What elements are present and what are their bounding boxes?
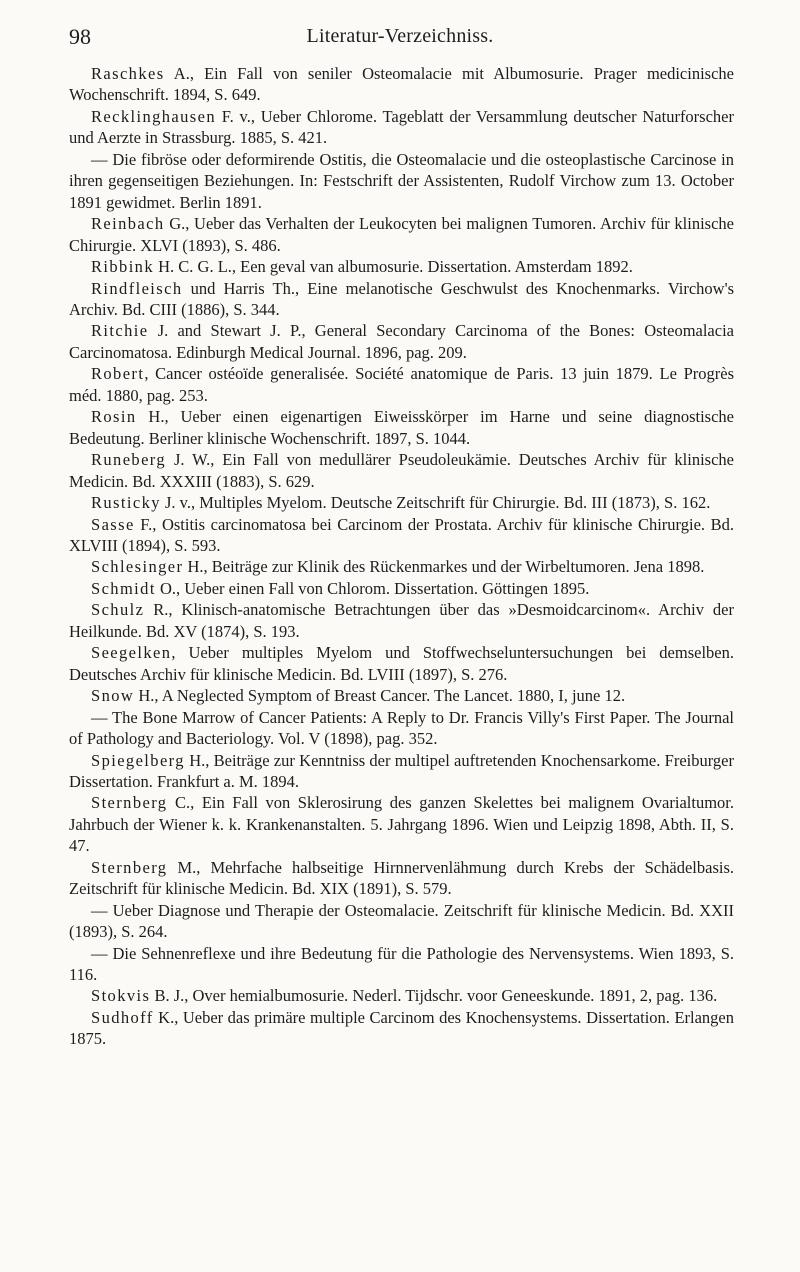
running-title: Literatur-Verzeichniss. [306,25,494,47]
entry-author: Robert [91,364,145,384]
entry-text: F., Ostitis carcinomatosa bei Carcinom der Prostata. Archiv für klinische Chirurgie. Bd. XLVIII (1894), S. 593. [69,514,734,555]
entry-text: A., Ein Fall von seniler Osteomalacie mit Albumosurie. Prager medicinische Wochenschrift. 1894, S. 649. [69,64,734,105]
entry-text: — The Bone Marrow of Cancer Patients: A Reply to Dr. Francis Villy's First Paper. The Journal of Pathology and Bacteriology. Vol. V (1898), pag. 352. [69,707,734,749]
bibliography-entry [69,578,734,599]
bibliography-entry [69,278,734,321]
bibliography-entry [69,63,734,106]
bibliography-entry [69,556,734,577]
entry-author: Rosin [91,407,137,427]
entry-text: O., Ueber einen Fall von Chlorom. Dissertation. Göttingen 1895. [155,578,590,598]
entry-author: Ritchie [91,321,149,341]
bibliography-entry [69,213,734,256]
page-number: 98 [69,24,91,49]
entry-text: F. v., Ueber Chlorome. Tageblatt der Versammlung deutscher Naturforscher und Aerzte in Strassburg. 1885, S. 421. [69,106,734,148]
bibliography-entry [69,792,734,856]
entry-author: Sasse [91,514,135,534]
entry-author: Schlesinger [91,557,184,577]
entry-text: R., Klinisch-anatomische Betrachtungen über das »Desmoidcarcinom«. Archiv der Heilkunde. Bd. XV (1874), S. 193. [69,600,734,641]
bibliography-entry [69,707,734,750]
bibliography-entry [69,642,734,685]
entry-text: H., Beiträge zur Kenntniss der multipel auftretenden Knochensarkome. Freiburger Dissertation. Frankfurt a. M. 1894. [69,750,734,791]
entry-author: Raschkes [91,64,165,83]
bibliography-entry [69,106,734,149]
bibliography-list [69,63,734,1050]
bibliography-entry [69,943,734,986]
entry-text: H., Ueber einen eigenartigen Eiweisskörper im Harne und seine diagnostische Bedeutung. Berliner klinische Wochenschrift. 1897, S. 1044. [69,407,734,448]
entry-text: J. and Stewart J. P., General Secondary Carcinoma of the Bones: Osteomalacia Carcinomatosa. Edinburgh Medical Journal. 1896, pag. 209. [69,321,734,362]
entry-text: H., A Neglected Symptom of Breast Cancer. The Lancet. 1880, I, june 12. [134,686,626,706]
entry-author: Snow [91,686,135,706]
entry-author: Rusticky [91,493,161,513]
entry-text: — Die fibröse oder deformirende Ostitis, die Osteomalacie und die osteoplastische Carcinose in ihren gegenseitigen Beziehungen. In: Festschrift der Assistenten, Rudolf Virchow zum 13. October 1891 gewidmet. Berlin 1891. [69,149,734,212]
entry-text: — Die Sehnenreflexe und ihre Bedeutung für die Pathologie des Nervensystems. Wien 1893, S. 116. [69,943,734,985]
entry-author: Spiegelberg [91,750,185,770]
entry-text: B. J., Over hemialbumosurie. Nederl. Tijdschr. voor Geneeskunde. 1891, 2, pag. 136. [150,986,718,1006]
entry-author: Recklinghausen [91,106,216,126]
bibliography-entry [69,320,734,363]
bibliography-entry [69,514,734,557]
entry-author: Schmidt [91,578,156,598]
bibliography-entry [69,985,734,1006]
entry-author: Sternberg [91,857,168,877]
entry-text: und Harris Th., Eine melanotische Geschwulst des Knochenmarks. Virchow's Archiv. Bd. CIII (1886), S. 344. [69,278,734,319]
bibliography-entry [69,1007,734,1050]
bibliography-entry [69,492,734,513]
entry-author: Stokvis [91,986,151,1006]
bibliography-entry [69,149,734,213]
entry-text: — Ueber Diagnose und Therapie der Osteomalacie. Zeitschrift für klinische Medicin. Bd. XXII (1893), S. 264. [69,900,734,942]
bibliography-entry [69,685,734,706]
bibliography-entry [69,900,734,943]
entry-text: K., Ueber das primäre multiple Carcinom des Knochensystems. Dissertation. Erlangen 1875. [69,1007,734,1049]
bibliography-entry [69,363,734,406]
entry-author: Sternberg [91,793,168,813]
bibliography-entry [69,406,734,449]
entry-text: M., Mehrfache halbseitige Hirnnervenlähmung durch Krebs der Schädelbasis. Zeitschrift für klinische Medicin. Bd. XIX (1891), S. 579. [69,857,734,899]
entry-text: , Ueber multiples Myelom und Stoffwechseluntersuchungen bei demselben. Deutsches Archiv für klinische Medicin. Bd. LVIII (1897), S. 276. [69,643,734,684]
entry-text: , Cancer ostéoïde generalisée. Société anatomique de Paris. 13 juin 1879. Le Progrès méd. 1880, pag. 253. [69,364,734,405]
entry-text: H. C. G. L., Een geval van albumosurie. Dissertation. Amsterdam 1892. [153,257,633,277]
entry-text: H., Beiträge zur Klinik des Rückenmarkes und der Wirbeltumoren. Jena 1898. [183,557,705,577]
entry-text: C., Ein Fall von Sklerosirung des ganzen Skelettes bei malignem Ovarialtumor. Jahrbuch der Wiener k. k. Krankenanstalten. 5. Jahrgang 1896. Wien und Leipzig 1898, Abth. II, S. 47. [69,793,734,856]
entry-text: J. W., Ein Fall von medullärer Pseudoleukämie. Deutsches Archiv für klinische Medicin. Bd. XXXIII (1883), S. 629. [69,450,734,491]
bibliography-entry [69,750,734,793]
entry-author: Ribbink [91,257,154,277]
entry-author: Sudhoff [91,1007,154,1027]
entry-author: Seegelken [91,643,172,663]
bibliography-entry [69,857,734,900]
entry-author: Runeberg [91,450,167,470]
entry-author: Reinbach [91,214,165,234]
bibliography-entry [69,599,734,642]
entry-author: Schulz [91,600,145,620]
bibliography-entry [69,449,734,492]
bibliography-entry [69,256,734,277]
entry-author: Rindfleisch [91,278,183,298]
entry-text: G., Ueber das Verhalten der Leukocyten bei malignen Tumoren. Archiv für klinische Chirurgie. XLVI (1893), S. 486. [69,214,734,255]
entry-text: J. v., Multiples Myelom. Deutsche Zeitschrift für Chirurgie. Bd. III (1873), S. 162. [160,493,711,513]
